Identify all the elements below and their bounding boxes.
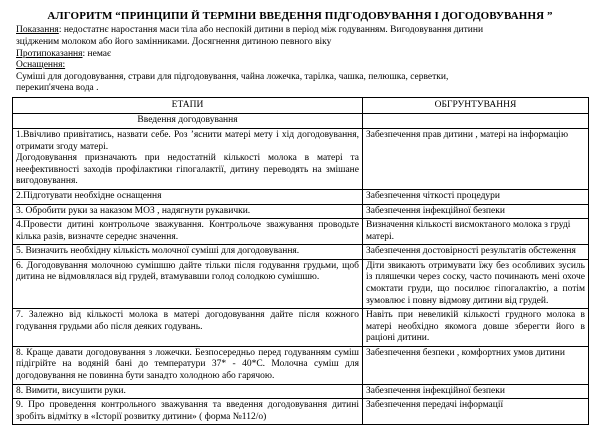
reason-cell: Забезпечення прав дитини , матері на інформацію [363,129,589,190]
table-row [13,189,589,204]
reason-cell: Діти звикають отримувати їжу без особливих зусиль із пляшечки через соску, часто починають мені охоче смоктати груди, що посилює гіпогалактію, а потім зумовлює і повну відмову дитини від грудей. [363,259,589,308]
table-row [13,245,589,260]
stage-cell [13,129,363,190]
stage-cell: 5. Визначить необхідну кількість молочної суміші для догодовування. [13,245,363,260]
table-row [13,204,589,219]
stage-cell: 8. Вимити, висушити руки. [13,384,363,399]
table-header-row [13,97,589,114]
reason-cell: Забезпечення достовірності результатів обстеження [363,245,589,260]
equipment-text-2: перекип'ячена вода . [16,83,99,94]
contraindications-text: : немає [82,48,112,59]
stage-cell: 9. Про проведення контрольного зважування та введення догодовування дитині зробіть відмітку в «Історії розвитку дитини» ( форма №112/о) [13,399,363,425]
stage-cell: 3. Обробити руки за наказом МОЗ , надягнути рукавички. [13,204,363,219]
table-row [13,384,589,399]
stage-cell: 4.Провести дитині контрольоче зважування. Контрольоче зважування проводьте кілька разів, визначте середнє значення. [13,219,363,245]
indications-text-2: зцідженим молоком або його замінниками. Досягнення дитиною певного віку [16,36,332,47]
table-row [13,129,589,190]
reason-cell: Визначення кількості висмоктаного молока з груді матері. [363,219,589,245]
header-stages: ЕТАПИ [13,97,363,114]
reason-cell: Забезпечення інфекційної безпеки [363,384,589,399]
stage-cell: 8. Краще давати догодовування з ложечки. Безпосередньо перед годуванням суміш підігрійте на водяній бані до температури 37* - 40*С. Молочна суміш для догодовування не повинна бути занадто холодною або гарячою. [13,346,363,384]
table-subheader-row [13,114,589,129]
stage-cell: 6. Догодовування молочною сумішшю дайте тільки після годування грудьми, щоб дитина не відмовлялася від грудей, втамувавши голод солодкою сумішшю. [13,259,363,308]
table-row [13,346,589,384]
document-title: АЛГОРИТМ “ПРИНЦИПИ Й ТЕРМІНИ ВВЕДЕННЯ ПІДГОДОВУВАННЯ І ДОГОДОВУВАННЯ ” [47,10,553,22]
reason-cell: Навіть при невеликій кількості грудного молока в матері необхідно якомога довше зберегти його в раціоні дитини. [363,309,589,347]
reason-cell: Забезпечення безпеки , комфортних умов дитини [363,346,589,384]
indications-line [12,25,588,37]
stage-cell: 7. Залежно від кількості молока в матері догодовування дайте після кожного годування грудьми або після деяких годувань. [13,309,363,347]
indications-label: Показання [16,25,59,36]
equipment-label: Оснащення: [16,60,66,71]
table-row [13,259,589,308]
subheader-cell: Введення догодовування [13,114,363,129]
reason-cell: Забезпечення інфекційної безпеки [363,204,589,219]
equipment-text: Суміші для догодовування, страви для підгодовування, чайна ложечка, тарілка, чашка, пелюшка, серветки, [16,71,449,82]
indications-text: : недостатнє наростання маси тіла або неспокій дитини в період між годуванням. Вигодовування дитини [58,25,484,36]
header-reasoning: ОБГРУНТУВАННЯ [363,97,589,114]
stage-cell: 2.Підготувати необхідне оснащення [13,189,363,204]
contraindications-line [12,49,588,61]
stage-text-2: Догодовування призначають при недостатній кількості молока в матері та неефективності заходів профілактики гіпогалактії, дитину переводять на змішане вигодовування. [16,153,359,187]
reason-cell: Забезпечення чіткості процедури [363,189,589,204]
table-row [13,399,589,425]
algorithm-table [12,97,589,425]
subheader-empty-cell [363,114,589,129]
contraindications-label: Протипоказання [16,48,83,59]
table-row [13,219,589,245]
table-row [13,309,589,347]
stage-text: 1.Ввічливо привітатись, назвати себе. Роз ’яснити матері мету і хід догодовування, отримати згоду матері. [16,130,359,152]
reason-cell: Забезпечення передачі інформації [363,399,589,425]
